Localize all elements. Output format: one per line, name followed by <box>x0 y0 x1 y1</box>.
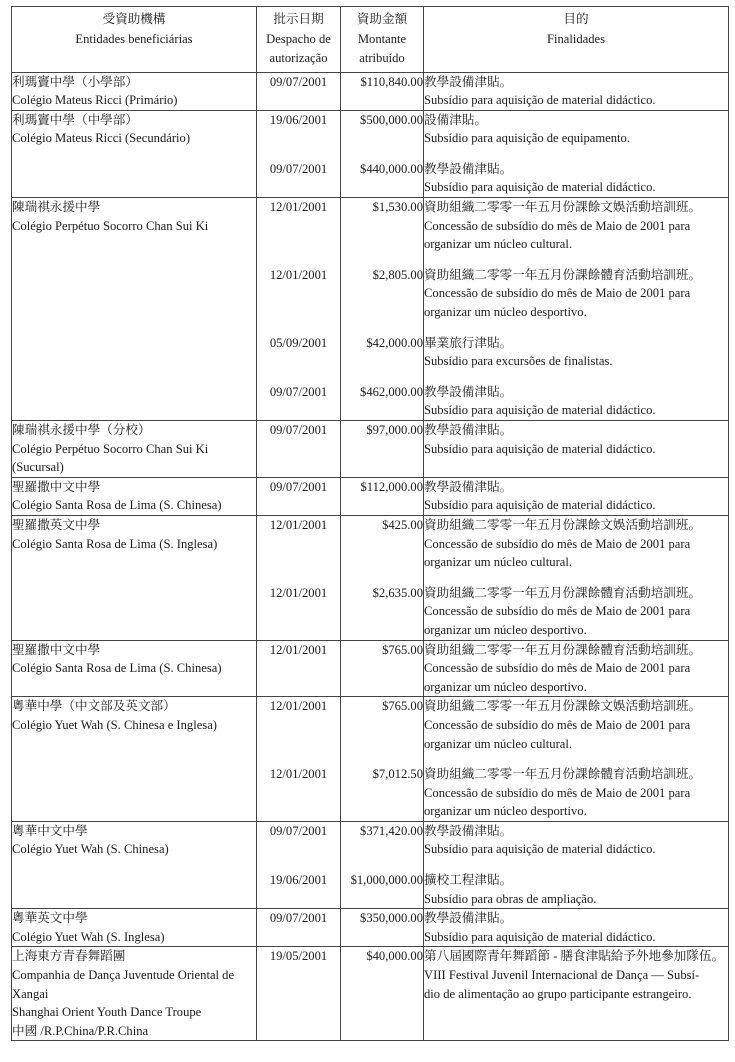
spacer <box>257 928 340 947</box>
date-cell <box>257 110 341 197</box>
spacer <box>341 553 423 572</box>
entity-name: 利瑪竇中學（中學部） <box>12 112 138 127</box>
grant-amount: $765.00 <box>382 699 423 714</box>
table-row <box>12 198 729 421</box>
purpose-cell <box>424 947 729 1041</box>
spacer <box>257 985 340 1004</box>
entity-cell <box>12 477 257 515</box>
entry-gap <box>257 753 340 765</box>
entity-name: Colégio Santa Rosa de Lima (S. Chinesa) <box>12 661 222 676</box>
entity-name: Colégio Yuet Wah (S. Chinesa) <box>12 842 169 857</box>
grant-purpose: 教學設備津貼。 <box>424 384 513 399</box>
grant-purpose: organizar um núcleo desportivo. <box>424 679 587 694</box>
spacer <box>341 985 423 1004</box>
grant-purpose: 設備津貼。 <box>424 112 487 127</box>
entry-gap <box>257 572 340 584</box>
amount-cell <box>341 640 424 697</box>
entity-name: 陳瑞祺永援中學 <box>12 200 101 215</box>
entity-name: 陳瑞祺永援中學（分校） <box>12 423 151 437</box>
grant-purpose: 資助組織二零零一年五月份課餘體育活動培訓班。 <box>424 267 702 282</box>
spacer <box>341 401 423 420</box>
entry-gap <box>424 322 728 334</box>
entry-gap <box>341 371 423 383</box>
grant-purpose: Concessão de subsídio do mês de Maio de 2001 para <box>424 661 691 676</box>
grant-purpose: organizar um núcleo cultural. <box>424 736 573 751</box>
amount-cell <box>341 821 424 908</box>
table-row <box>12 515 729 640</box>
spacer <box>257 602 340 621</box>
spacer <box>257 966 340 985</box>
grant-purpose: organizar um núcleo desportivo. <box>424 622 587 637</box>
header-purpose: 目的 Finalidades <box>424 7 729 73</box>
spacer <box>341 303 423 322</box>
grant-purpose: organizar um núcleo desportivo. <box>424 305 587 320</box>
grant-purpose: Subsídio para aquisição de material didáctico. <box>424 180 656 195</box>
entry-gap <box>257 859 340 871</box>
entity-name: Xangai <box>12 986 49 1001</box>
grant-purpose: Subsídio para aquisição de material didáctico. <box>424 441 656 456</box>
entity-name: Companhia de Dança Juventude Oriental de <box>12 968 235 983</box>
grant-amount: $2,635.00 <box>372 585 423 600</box>
grant-purpose: organizar um núcleo cultural. <box>424 237 573 252</box>
grant-purpose: Subsídio para aquisição de equipamento. <box>424 131 630 146</box>
spacer <box>257 235 340 254</box>
purpose-cell <box>424 515 729 640</box>
entity-name: 上海東方青春舞蹈團 <box>12 949 126 964</box>
spacer <box>341 602 423 621</box>
amount-cell <box>341 697 424 822</box>
grant-purpose: Subsídio para aquisição de material didáctico. <box>424 403 656 418</box>
entry-gap <box>257 254 340 266</box>
grant-purpose: Subsídio para aquisição de material didáctico. <box>424 929 656 944</box>
amount-cell <box>341 909 424 947</box>
table-row <box>12 110 729 197</box>
spacer <box>257 659 340 678</box>
entry-gap <box>341 254 423 266</box>
grant-amount: $1,000,000.00 <box>350 873 423 888</box>
spacer <box>341 217 423 236</box>
grant-date: 12/01/2001 <box>269 200 328 215</box>
entry-gap <box>424 859 728 871</box>
grant-purpose: 資助組織二零零一年五月份課餘文娛活動培訓班。 <box>424 517 702 532</box>
grant-amount: $350,000.00 <box>360 911 423 926</box>
entity-name: Colégio Mateus Ricci (Secundário) <box>12 131 191 146</box>
entity-name: Colégio Perpétuo Socorro Chan Sui Ki <box>12 218 209 233</box>
grant-amount: $97,000.00 <box>366 423 423 437</box>
entity-name: Colégio Mateus Ricci (Primário) <box>12 93 178 108</box>
entity-cell <box>12 821 257 908</box>
grant-purpose: Subsídio para excursões de finalistas. <box>424 354 613 369</box>
entity-name: Shanghai Orient Youth Dance Troupe <box>12 1005 202 1020</box>
entry-gap <box>424 371 728 383</box>
entry-gap <box>424 148 728 160</box>
entity-name: Colégio Yuet Wah (S. Chinesa e Inglesa) <box>12 717 217 732</box>
grant-date: 05/09/2001 <box>269 335 328 350</box>
grant-amount: $40,000.00 <box>366 949 423 964</box>
amount-cell <box>341 947 424 1041</box>
spacer <box>341 735 423 754</box>
spacer <box>341 802 423 821</box>
grant-date: 09/07/2001 <box>269 74 328 89</box>
spacer <box>257 496 340 515</box>
grant-purpose: Concessão de subsídio do mês de Maio de 2001 para <box>424 717 691 732</box>
grant-purpose: dio de alimentação ao grupo participante estrangeiro. <box>424 986 692 1001</box>
date-cell <box>257 947 341 1041</box>
entry-gap <box>341 322 423 334</box>
spacer <box>257 678 340 697</box>
spacer <box>341 440 423 459</box>
entry-gap <box>257 148 340 160</box>
spacer <box>257 890 340 909</box>
date-cell <box>257 515 341 640</box>
purpose-cell <box>424 421 729 478</box>
grant-purpose: 資助組織二零零一年五月份課餘體育活動培訓班。 <box>424 642 702 657</box>
entity-name: 粵華中學（中文部及英文部） <box>12 699 176 714</box>
grant-date: 09/07/2001 <box>269 423 328 437</box>
entry-gap <box>424 254 728 266</box>
grant-date: 12/01/2001 <box>269 642 328 657</box>
grants-table <box>11 6 729 1041</box>
spacer <box>341 284 423 303</box>
grant-date: 19/06/2001 <box>269 873 328 888</box>
table-row <box>12 72 729 110</box>
entry-gap <box>341 753 423 765</box>
grant-purpose: Subsídio para aquisição de material didáctico. <box>424 498 656 513</box>
entity-cell <box>12 110 257 197</box>
purpose-cell <box>424 477 729 515</box>
entity-cell <box>12 697 257 822</box>
entity-cell <box>12 198 257 421</box>
grant-purpose: Concessão de subsídio do mês de Maio de 2001 para <box>424 604 691 619</box>
grant-purpose: 資助組織二零零一年五月份課餘文娛活動培訓班。 <box>424 200 702 215</box>
date-cell <box>257 477 341 515</box>
spacer <box>341 784 423 803</box>
grant-purpose: organizar um núcleo cultural. <box>424 555 573 570</box>
grant-purpose: 教學設備津貼。 <box>424 823 513 838</box>
spacer <box>257 91 340 110</box>
spacer <box>257 178 340 197</box>
amount-cell <box>341 515 424 640</box>
grant-amount: $42,000.00 <box>366 335 423 350</box>
table-row <box>12 909 729 947</box>
spacer <box>257 553 340 572</box>
entity-name: 中國 /R.P.China/P.R.China <box>12 1023 149 1038</box>
grant-purpose: 教學設備津貼。 <box>424 74 513 89</box>
spacer <box>257 802 340 821</box>
entity-cell <box>12 515 257 640</box>
amount-cell <box>341 421 424 478</box>
spacer <box>257 735 340 754</box>
spacer <box>341 659 423 678</box>
grant-purpose: 資助組織二零零一年五月份課餘體育活動培訓班。 <box>424 767 702 782</box>
grant-date: 12/01/2001 <box>269 699 328 714</box>
grant-purpose: Concessão de subsídio do mês de Maio de 2001 para <box>424 785 691 800</box>
entry-gap <box>341 572 423 584</box>
table-body <box>12 72 729 1041</box>
entity-name: 聖羅撒英文中學 <box>12 517 101 532</box>
entity-name: Colégio Santa Rosa de Lima (S. Inglesa) <box>12 536 218 551</box>
spacer <box>341 129 423 148</box>
entry-gap <box>341 859 423 871</box>
table-row <box>12 821 729 908</box>
entity-name: Colégio Perpétuo Socorro Chan Sui Ki <box>12 441 209 456</box>
entity-name: 聖羅撒中文中學 <box>12 479 101 494</box>
entry-gap <box>424 572 728 584</box>
entity-cell <box>12 72 257 110</box>
spacer <box>341 178 423 197</box>
spacer <box>257 440 340 459</box>
table-row <box>12 421 729 478</box>
purpose-cell <box>424 909 729 947</box>
grant-purpose: Subsídio para aquisição de material didáctico. <box>424 842 656 857</box>
spacer <box>257 840 340 859</box>
table-row <box>12 477 729 515</box>
entity-name: (Sucursal) <box>12 460 64 475</box>
entry-gap <box>424 753 728 765</box>
table-row <box>12 697 729 822</box>
entry-gap <box>257 371 340 383</box>
amount-cell <box>341 198 424 421</box>
grant-purpose: 教學設備津貼。 <box>424 911 513 926</box>
grant-amount: $425.00 <box>382 517 423 532</box>
table-row <box>12 640 729 697</box>
entity-name: 利瑪竇中學（小學部） <box>12 74 138 89</box>
spacer <box>257 352 340 371</box>
grant-date: 19/06/2001 <box>269 112 328 127</box>
spacer <box>257 217 340 236</box>
spacer <box>257 303 340 322</box>
date-cell <box>257 821 341 908</box>
spacer <box>341 621 423 640</box>
grant-amount: $2,805.00 <box>372 267 423 282</box>
date-cell <box>257 909 341 947</box>
grant-purpose: 資助組織二零零一年五月份課餘文娛活動培訓班。 <box>424 699 702 714</box>
date-cell <box>257 640 341 697</box>
spacer <box>257 284 340 303</box>
entity-cell <box>12 909 257 947</box>
purpose-cell <box>424 198 729 421</box>
grant-amount: $765.00 <box>382 642 423 657</box>
grant-purpose: VIII Festival Juvenil Internacional de Dança — Subsí- <box>424 968 700 983</box>
entity-cell <box>12 640 257 697</box>
spacer <box>341 840 423 859</box>
date-cell <box>257 421 341 478</box>
table-row <box>12 947 729 1041</box>
grant-purpose: 擴校工程津貼。 <box>424 873 513 888</box>
grant-amount: $371,420.00 <box>360 823 423 838</box>
grant-date: 09/07/2001 <box>269 479 328 494</box>
spacer <box>341 496 423 515</box>
spacer <box>341 91 423 110</box>
grant-date: 09/07/2001 <box>269 384 328 399</box>
grant-date: 12/01/2001 <box>269 767 328 782</box>
grant-date: 09/07/2001 <box>269 823 328 838</box>
date-cell <box>257 697 341 822</box>
grant-amount: $7,012.50 <box>372 767 423 782</box>
spacer <box>257 716 340 735</box>
grant-amount: $440,000.00 <box>360 161 423 176</box>
amount-cell <box>341 477 424 515</box>
grant-date: 09/07/2001 <box>269 161 328 176</box>
date-cell <box>257 198 341 421</box>
grant-purpose: 第八屆國際青年舞蹈節 - 膳食津貼給予外地參加隊伍。 <box>424 949 725 964</box>
entity-name: 聖羅撒中文中學 <box>12 642 101 657</box>
spacer <box>257 784 340 803</box>
grant-amount: $110,840.00 <box>360 74 423 89</box>
spacer <box>257 621 340 640</box>
table-header-row <box>12 7 729 73</box>
spacer <box>341 235 423 254</box>
grant-purpose: 資助組織二零零一年五月份課餘體育活動培訓班。 <box>424 585 702 600</box>
grant-date: 09/07/2001 <box>269 911 328 926</box>
spacer <box>341 535 423 554</box>
amount-cell <box>341 72 424 110</box>
spacer <box>341 890 423 909</box>
entry-gap <box>257 322 340 334</box>
entry-gap <box>341 148 423 160</box>
grant-amount: $1,530.00 <box>372 200 423 215</box>
entity-name: Colégio Santa Rosa de Lima (S. Chinesa) <box>12 498 222 513</box>
spacer <box>341 966 423 985</box>
grant-date: 19/05/2001 <box>269 949 328 964</box>
amount-cell <box>341 110 424 197</box>
entity-name: 粵華中文中學 <box>12 823 88 838</box>
spacer <box>341 352 423 371</box>
spacer <box>257 129 340 148</box>
grant-purpose: organizar um núcleo desportivo. <box>424 804 587 819</box>
grant-purpose: 畢業旅行津貼。 <box>424 335 513 350</box>
entity-name: Colégio Yuet Wah (S. Inglesa) <box>12 929 165 944</box>
grant-amount: $462,000.00 <box>360 384 423 399</box>
grant-purpose: Concessão de subsídio do mês de Maio de 2001 para <box>424 286 691 301</box>
grant-purpose: Subsídio para aquisição de material didáctico. <box>424 93 656 108</box>
date-cell <box>257 72 341 110</box>
spacer <box>257 401 340 420</box>
purpose-cell <box>424 640 729 697</box>
purpose-cell <box>424 697 729 822</box>
grant-date: 12/01/2001 <box>269 517 328 532</box>
entity-name: 粵華英文中學 <box>12 911 88 926</box>
grant-purpose: 教學設備津貼。 <box>424 161 513 176</box>
grant-purpose: Concessão de subsídio do mês de Maio de 2001 para <box>424 536 691 551</box>
grant-purpose: Concessão de subsídio do mês de Maio de 2001 para <box>424 218 691 233</box>
grant-date: 12/01/2001 <box>269 267 328 282</box>
grant-purpose: 教學設備津貼。 <box>424 423 513 437</box>
header-date: 批示日期 Despacho de autorização <box>257 7 341 73</box>
entity-cell <box>12 947 257 1041</box>
purpose-cell <box>424 110 729 197</box>
header-entity: 受資助機構 Entidades beneficiárias <box>12 7 257 73</box>
grant-amount: $500,000.00 <box>360 112 423 127</box>
header-amount: 資助金額 Montante atribuído <box>341 7 424 73</box>
entity-cell <box>12 421 257 478</box>
spacer <box>341 716 423 735</box>
spacer <box>257 535 340 554</box>
grant-date: 12/01/2001 <box>269 585 328 600</box>
grant-amount: $112,000.00 <box>360 479 423 494</box>
spacer <box>341 928 423 947</box>
grant-purpose: Subsídio para obras de ampliação. <box>424 891 597 906</box>
purpose-cell <box>424 72 729 110</box>
grant-purpose: 教學設備津貼。 <box>424 479 513 494</box>
spacer <box>341 678 423 697</box>
purpose-cell <box>424 821 729 908</box>
